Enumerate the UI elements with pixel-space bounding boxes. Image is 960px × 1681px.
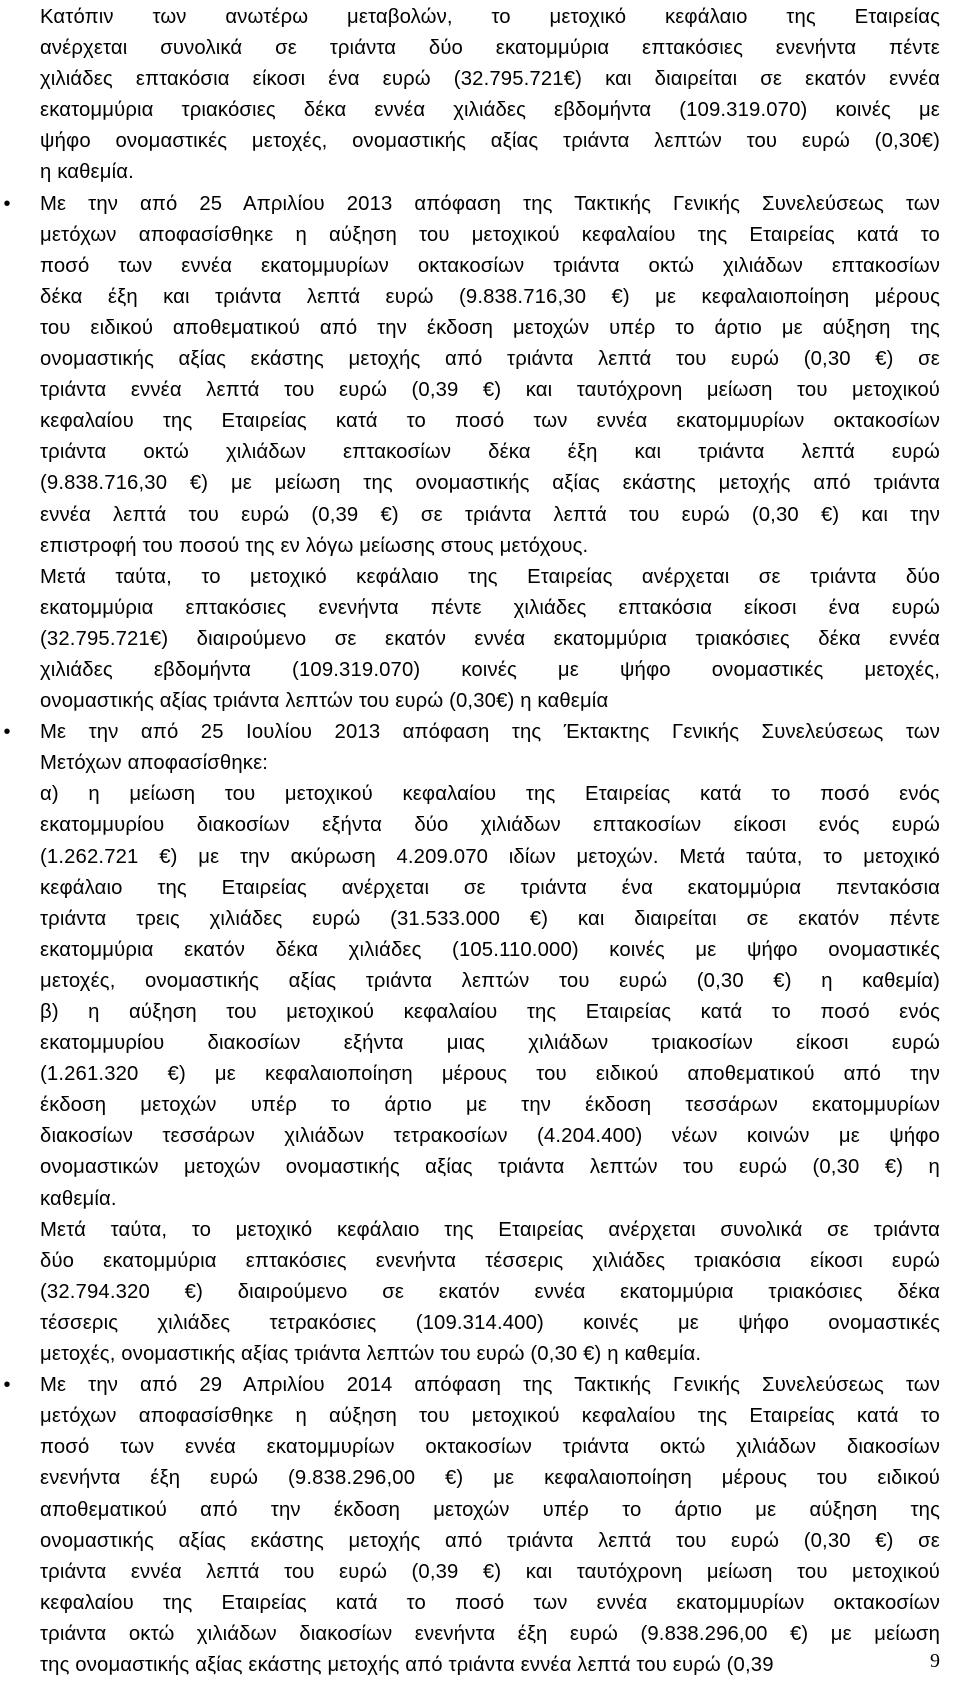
text-line: μετόχων αποφασίσθηκε η αύξηση του μετοχικού κεφαλαίου της Εταιρείας κατά το xyxy=(40,1405,940,1428)
text-line: δύο εκατομμύρια επτακόσιες ενενήντα τέσσερις χιλιάδες τριακόσια είκοσι ευρώ xyxy=(40,1249,940,1272)
text-line: τριάντα εννέα λεπτά του ευρώ (0,39 €) και ταυτόχρονη μείωση του μετοχικού xyxy=(40,1560,940,1583)
text-line: Μετά ταύτα, το μετοχικό κεφάλαιο της Εταιρείας ανέρχεται συνολικά σε τριάντα xyxy=(40,1218,940,1241)
text-line: (1.262.721 €) με την ακύρωση 4.209.070 ιδίων μετοχών. Μετά ταύτα, το μετοχικό xyxy=(40,845,940,868)
text-line: ανέρχεται συνολικά σε τριάντα δύο εκατομμύρια επτακόσιες ενενήντα πέντε xyxy=(40,37,940,60)
text-line: ονομαστικής αξίας τριάντα λεπτών του ευρώ (0,30€) η καθεμία xyxy=(40,690,609,713)
text-line: (9.838.716,30 €) με μείωση της ονομαστικής αξίας εκάστης μετοχής από τριάντα xyxy=(40,472,940,495)
text-line: (1.261.320 €) με κεφαλαιοποίηση μέρους του ειδικού αποθεματικού από την xyxy=(40,1063,940,1086)
bullet-icon: • xyxy=(3,721,11,744)
text-line: (32.794.320 €) διαιρούμενο σε εκατόν εννέα εκατομμύρια τριακόσιες δέκα xyxy=(40,1280,940,1303)
text-line: έκδοση μετοχών υπέρ το άρτιο με την έκδοση τεσσάρων εκατομμυρίων xyxy=(40,1094,940,1117)
text-line: εκατομμύρια εκατόν δέκα χιλιάδες (105.110.000) κοινές με ψήφο ονομαστικές xyxy=(40,938,940,961)
bullet-icon: • xyxy=(3,192,11,215)
text-line: καθεμία. xyxy=(40,1187,117,1210)
text-line: εννέα λεπτά του ευρώ (0,39 €) σε τριάντα λεπτά του ευρώ (0,30 €) και την xyxy=(40,503,940,526)
text-line: ονομαστικής αξίας εκάστης μετοχής από τριάντα λεπτά του ευρώ (0,30 €) σε xyxy=(40,348,940,371)
text-line: δέκα έξη και τριάντα λεπτά ευρώ (9.838.716,30 €) με κεφαλαιοποίηση μέρους xyxy=(40,285,940,308)
text-line: μετόχων αποφασίσθηκε η αύξηση του μετοχικού κεφαλαίου της Εταιρείας κατά το xyxy=(40,223,940,246)
text-line: εκατομμύρια τριακόσιες δέκα εννέα χιλιάδες εβδομήντα (109.319.070) κοινές με xyxy=(40,99,940,122)
text-line: τριάντα τρεις χιλιάδες ευρώ (31.533.000 €) και διαιρείται σε εκατόν πέντε xyxy=(40,907,940,930)
document-body xyxy=(0,2,960,1681)
text-line: Με την από 25 Ιουλίου 2013 απόφαση της Έκτακτης Γενικής Συνελεύσεως των xyxy=(40,721,940,744)
paragraph xyxy=(0,2,960,189)
text-line: χιλιάδες εβδομήντα (109.319.070) κοινές με ψήφο ονομαστικές μετοχές, xyxy=(40,658,940,681)
text-line: εκατομμύρια επτακόσιες ενενήντα πέντε χιλιάδες επτακόσια είκοσι ένα ευρώ xyxy=(40,596,940,619)
text-line: Κατόπιν των ανωτέρω μεταβολών, το μετοχικό κεφάλαιο της Εταιρείας xyxy=(40,6,940,28)
text-line: τέσσερις χιλιάδες τετρακόσιες (109.314.400) κοινές με ψήφο ονομαστικές xyxy=(40,1311,940,1334)
text-line: χιλιάδες επτακόσια είκοσι ένα ευρώ (32.795.721€) και διαιρείται σε εκατόν εννέα xyxy=(40,68,940,91)
text-line: η καθεμία. xyxy=(40,161,134,184)
text-line: ποσό των εννέα εκατομμυρίων οκτακοσίων τριάντα οκτώ χιλιάδων διακοσίων xyxy=(40,1436,940,1459)
bullet-paragraph xyxy=(0,189,960,718)
text-line: (32.795.721€) διαιρούμενο σε εκατόν εννέα εκατομμύρια τριακόσιες δέκα εννέα xyxy=(40,627,940,650)
bullet-paragraph xyxy=(0,717,960,1370)
text-line: κεφάλαιο της Εταιρείας ανέρχεται σε τριάντα ένα εκατομμύρια πεντακόσια xyxy=(40,876,940,899)
text-line: αποθεματικού από την έκδοση μετοχών υπέρ το άρτιο με αύξηση της xyxy=(40,1498,940,1521)
text-line: ποσό των εννέα εκατομμυρίων οκτακοσίων τριάντα οκτώ χιλιάδων επτακοσίων xyxy=(40,254,940,277)
page-number: 9 xyxy=(930,1650,940,1672)
bullet-paragraph xyxy=(0,1370,960,1681)
text-line: μετοχές, ονομαστικής αξίας τριάντα λεπτών του ευρώ (0,30 €) η καθεμία) xyxy=(40,969,940,992)
text-line: εκατομμυρίου διακοσίων εξήντα μιας χιλιάδων τριακοσίων είκοσι ευρώ xyxy=(40,1032,940,1055)
text-line: ονομαστικών μετοχών ονομαστικής αξίας τριάντα λεπτών του ευρώ (0,30 €) η xyxy=(40,1156,940,1179)
text-line: κεφαλαίου της Εταιρείας κατά το ποσό των εννέα εκατομμυρίων οκτακοσίων xyxy=(40,410,940,433)
text-line: τριάντα εννέα λεπτά του ευρώ (0,39 €) και ταυτόχρονη μείωση του μετοχικού xyxy=(40,379,940,402)
text-line: του ειδικού αποθεματικού από την έκδοση μετοχών υπέρ το άρτιο με αύξηση της xyxy=(40,316,940,339)
text-line: επιστροφή του ποσού της εν λόγω μείωσης στους μετόχους. xyxy=(40,534,589,557)
text-line: Μετόχων αποφασίσθηκε: xyxy=(40,752,269,775)
text-line: εκατομμυρίου διακοσίων εξήντα δύο χιλιάδων επτακοσίων είκοσι ενός ευρώ xyxy=(40,814,940,837)
text-line: Μετά ταύτα, το μετοχικό κεφάλαιο της Εταιρείας ανέρχεται σε τριάντα δύο xyxy=(40,565,940,588)
text-line: β) η αύξηση του μετοχικού κεφαλαίου της Εταιρείας κατά το ποσό ενός xyxy=(40,1001,940,1023)
text-line: διακοσίων τεσσάρων χιλιάδων τετρακοσίων (4.204.400) νέων κοινών με ψήφο xyxy=(40,1125,940,1148)
text-line: ψήφο ονομαστικές μετοχές, ονομαστικής αξίας τριάντα λεπτών του ευρώ (0,30€) xyxy=(40,130,940,153)
text-line: ονομαστικής αξίας εκάστης μετοχής από τριάντα λεπτά του ευρώ (0,30 €) σε xyxy=(40,1529,940,1552)
text-line: μετοχές, ονομαστικής αξίας τριάντα λεπτών του ευρώ (0,30 €) η καθεμία. xyxy=(40,1343,702,1366)
bullet-icon: • xyxy=(3,1374,11,1397)
text-line: Με την από 25 Απριλίου 2013 απόφαση της Τακτικής Γενικής Συνελεύσεως των xyxy=(40,192,940,215)
text-line: της ονομαστικής αξίας εκάστης μετοχής από τριάντα εννέα λεπτά του ευρώ (0,39 xyxy=(40,1653,774,1676)
text-line: α) η μείωση του μετοχικού κεφαλαίου της Εταιρείας κατά το ποσό ενός xyxy=(40,783,940,806)
text-line: κεφαλαίου της Εταιρείας κατά το ποσό των εννέα εκατομμυρίων οκτακοσίων xyxy=(40,1591,940,1614)
text-line: τριάντα οκτώ χιλιάδων διακοσίων ενενήντα έξη ευρώ (9.838.296,00 €) με μείωση xyxy=(40,1622,940,1645)
text-line: ενενήντα έξη ευρώ (9.838.296,00 €) με κεφαλαιοποίηση μέρους του ειδικού xyxy=(40,1467,940,1490)
text-line: τριάντα οκτώ χιλιάδων επτακοσίων δέκα έξη και τριάντα λεπτά ευρώ xyxy=(40,441,940,464)
text-line: Με την από 29 Απριλίου 2014 απόφαση της Τακτικής Γενικής Συνελεύσεως των xyxy=(40,1374,940,1397)
